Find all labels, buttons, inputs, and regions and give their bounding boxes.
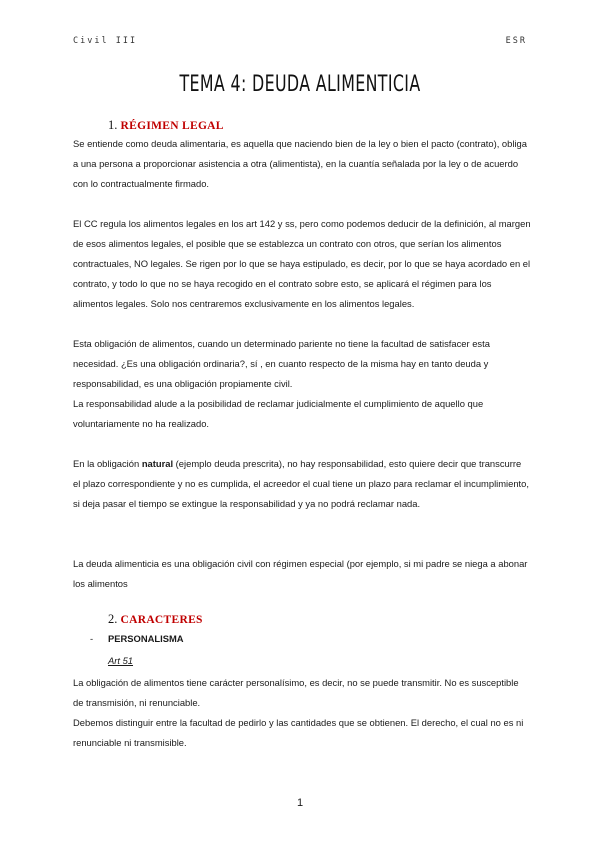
paragraph-distinction: Debemos distinguir entre la facultad de pedirlo y las cantidades que se obtienen. El derecho, el cual no es ni renunciable ni transmisible. xyxy=(73,717,524,748)
list-item-label: PERSONALISMA xyxy=(108,633,184,644)
header-author: ESR xyxy=(505,36,527,46)
list-item-personalisma xyxy=(90,633,184,644)
text-run: En la obligación xyxy=(73,458,142,469)
paragraph-definition: Se entiende como deuda alimentaria, es aquella que naciendo bien de la ley o bien el pacto (contrato), obliga a una persona a proporcionar asistencia a otra (alimentista), en la cuantía señalada por la ley o de acuerdo con lo contractualmente firmado. xyxy=(73,138,527,189)
paragraph-natural-obligation xyxy=(73,454,531,514)
list-bullet: - xyxy=(90,633,94,644)
paragraph-personal-character: La obligación de alimentos tiene carácter personalísimo, es decir, no se puede transmitir. No es susceptible de transmisión, ni renunciable. xyxy=(73,677,519,708)
section-heading-regimen-legal xyxy=(108,118,224,133)
article-reference: Art 51 xyxy=(108,655,134,666)
section-heading-caracteres xyxy=(108,612,203,627)
page-header xyxy=(73,36,527,50)
paragraph-civil-obligation: La deuda alimenticia es una obligación civil con régimen especial (por ejemplo, si mi padre se niega a abonar los alimentos xyxy=(73,558,528,589)
text-run: (ejemplo deuda prescrita), no hay responsabilidad, esto quiere decir que transcurre el plazo correspondiente y no es cumplida, el acreedor el cual tiene un plazo para reclamar el incumplimiento, si deja pasar el tiempo se extingue la responsabilidad y ya no podrá reclamar nada. xyxy=(73,458,529,509)
section-label: CARACTERES xyxy=(120,614,203,626)
paragraph-obligation: Esta obligación de alimentos, cuando un determinado pariente no tiene la facultad de satisfacer esta necesidad. ¿Es una obligación ordinaria?, sí , en cuanto respecto de la misma hay en tanto deuda y responsabilidad, es una obligación propiamente civil. xyxy=(73,338,490,389)
bold-term: natural xyxy=(141,458,174,469)
page-title: TEMA 4: DEUDA ALIMENTICIA xyxy=(179,72,421,97)
paragraph-responsibility: La responsabilidad alude a la posibilidad de reclamar judicialmente el cumplimiento de aquello que voluntariamente no ha realizado. xyxy=(73,398,484,429)
paragraph-cc-regulation: El CC regula los alimentos legales en los art 142 y ss, pero como podemos deducir de la definición, al margen de esos alimentos legales, el posible que se establezca un contrato con otros, que serían los alimentos contractuales, NO legales. Se rigen por lo que se haya estipulado, es decir, por lo que se haya acordado en el contrato, y todo lo que no se haya recogido en el contrato sobre esto, se aplicará el régimen para los alimentos legales. Solo nos centraremos exclusivamente en los alimentos legales. xyxy=(73,218,531,309)
page-number: 1 xyxy=(296,797,304,809)
header-course: Civil III xyxy=(73,36,138,46)
section-label: RÉGIMEN LEGAL xyxy=(120,120,224,132)
section-number: 1. xyxy=(108,118,118,132)
section-number: 2. xyxy=(108,612,118,626)
